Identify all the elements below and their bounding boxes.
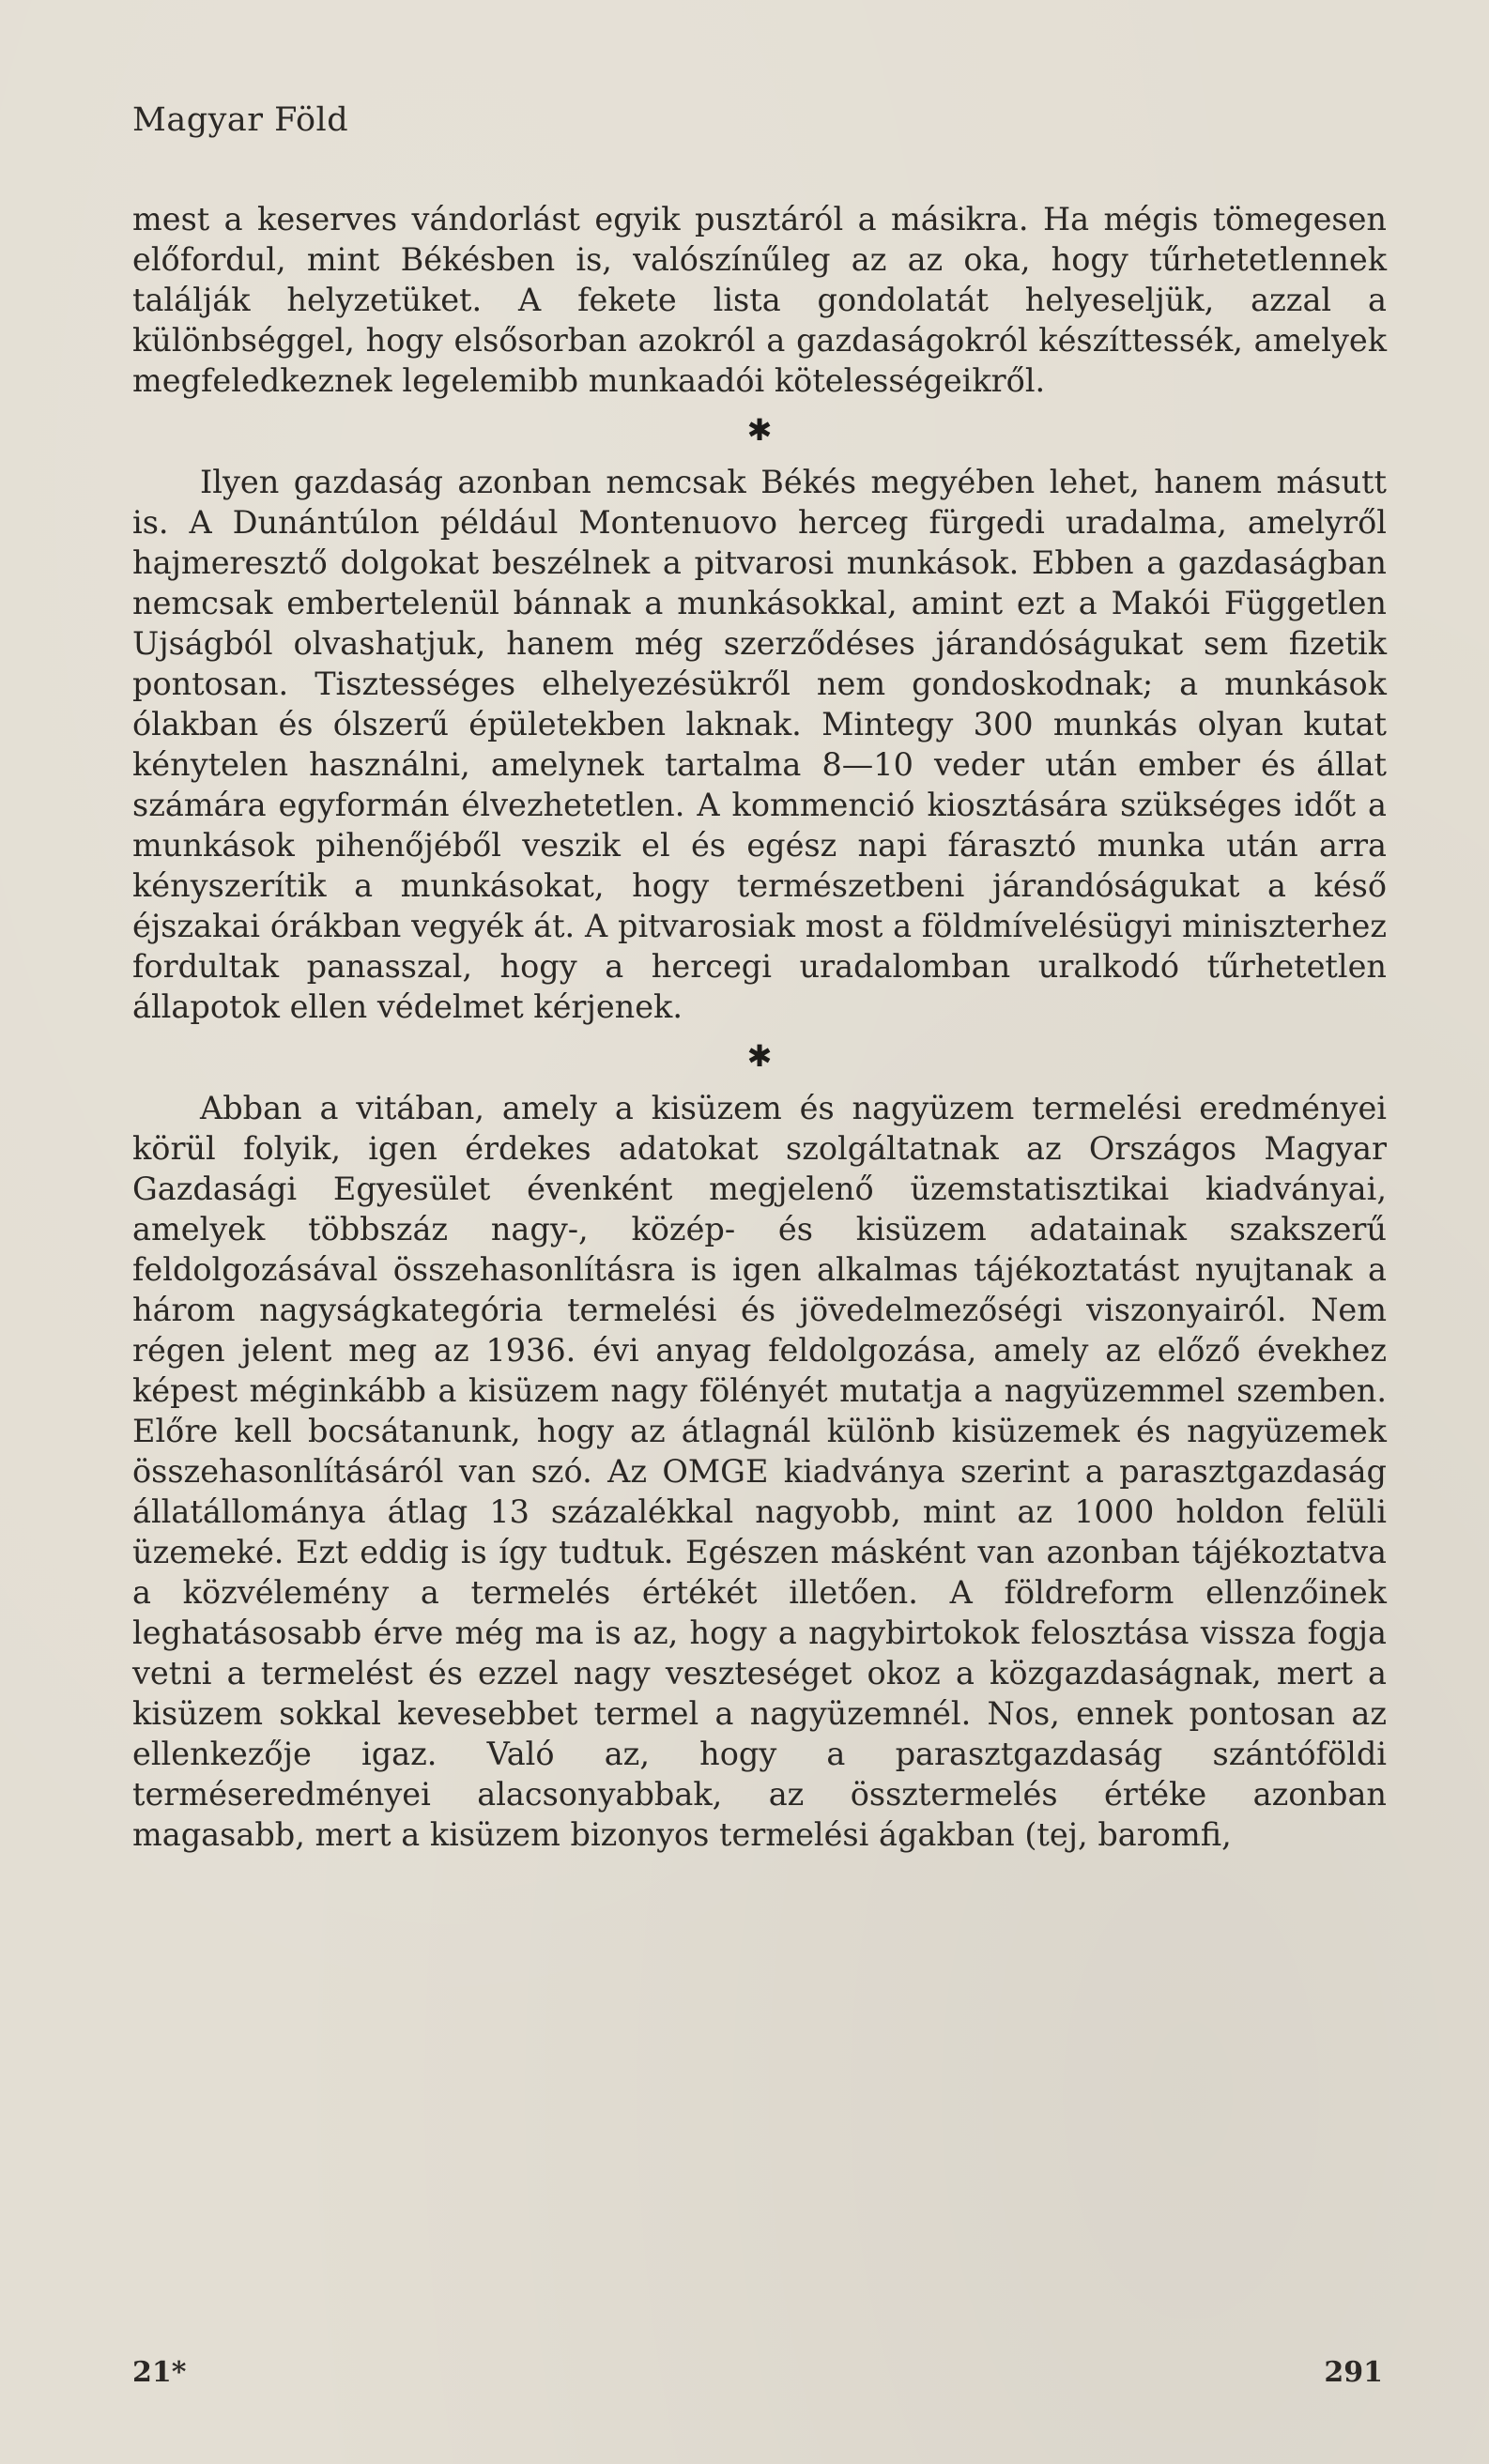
page-number: 291 [1324,2356,1383,2389]
running-head-title: Magyar Föld [132,101,349,139]
article-body [132,199,1387,1855]
asterisk-separator-icon: ✱ [746,1038,773,1074]
paragraph-fürged-estate: Ilyen gazdaság azonban nemcsak Békés megyében lehet, hanem másutt is. A Dunántúlon például Montenuovo herceg fürgedi uradalma, amelyről hajmeresztő dolgokat beszélnek a pitvarosi munkások. Ebben a gazdaságban nemcsak embertelenül bánnak a munkásokkal, amint ezt a Makói Független Ujságból olvashatjuk, hanem még szerződéses járandóságukat sem fizetik pontosan. Tisztességes elhelyezésükről nem gondoskodnak; a munkások ólakban és ólszerű épületekben laknak. Mintegy 300 munkás olyan kutat kénytelen használni, amelynek tartalma 8—10 veder után ember és állat számára egyformán élvezhetetlen. A kommenció kiosztására szükséges időt a munkások pihenőjéből veszik el és egész napi fárasztó munka után arra kényszerítik a munkásokat, hogy természetbeni járandóságukat a késő éjszakai órákban vegyék át. A pitvarosiak most a földmívelésügyi miniszterhez fordultak panasszal, hogy a hercegi uradalomban uralkodó tűrhetetlen állapotok ellen védelmet kérjenek. [132,464,1387,1025]
signature-mark: 21* [132,2356,187,2389]
paragraph-continuation: mest a keserves vándorlást egyik pusztáról a másikra. Ha mégis tömegesen előfordul, mint Békésben is, valószínűleg az az oka, hogy tűrhetetlennek találják helyzetüket. A fekete lista gondolatát helyeseljük, azzal a különbséggel, hogy elsősorban azokról a gazdaságokról készíttessék, amelyek megfeledkeznek legelemibb munkaadói kötelességeikről. [132,201,1387,399]
asterisk-separator-icon: ✱ [746,412,773,448]
paragraph-omge-statistics: Abban a vitában, amely a kisüzem és nagyüzem termelési eredményei körül folyik, igen érdekes adatokat szolgáltatnak az Országos Magyar Gazdasági Egyesület évenként megjelenő üzemstatisztikai kiadványai, amelyek többszáz nagy-, közép- és kisüzem adatainak szakszerű feldolgozásával összehasonlításra is igen alkalmas tájékoztatást nyujtanak a három nagyságkategória termelési és jövedelmezőségi viszonyairól. Nem régen jelent meg az 1936. évi anyag feldolgozása, amely az előző évekhez képest méginkább a kisüzem nagy fölényét mutatja a nagyüzemmel szemben. Előre kell bocsátanunk, hogy az átlagnál különb kisüzemek és nagyüzemek összehasonlításáról van szó. Az OMGE kiadványa szerint a parasztgazdaság állatállománya átlag 13 százalékkal nagyobb, mint az 1000 holdon felüli üzemeké. Ezt eddig is így tudtuk. Egészen másként van azonban tájékoztatva a közvélemény a termelés értékét illetően. A földreform ellenzőinek leghatásosabb érve még ma is az, hogy a nagybirtokok felosztása vissza fogja vetni a termelést és ezzel nagy veszteséget okoz a közgazdaságnak, mert a kisüzem sokkal kevesebbet termel a nagyüzemnél. Nos, ennek pontosan az ellenkezője igaz. Való az, hogy a parasztgazdaság szántóföldi terméseredményei alacsonyabbak, az össztermelés értéke azonban magasabb, mert a kisüzem bizonyos termelési ágakban (tej, baromfi, [132,1090,1387,1853]
